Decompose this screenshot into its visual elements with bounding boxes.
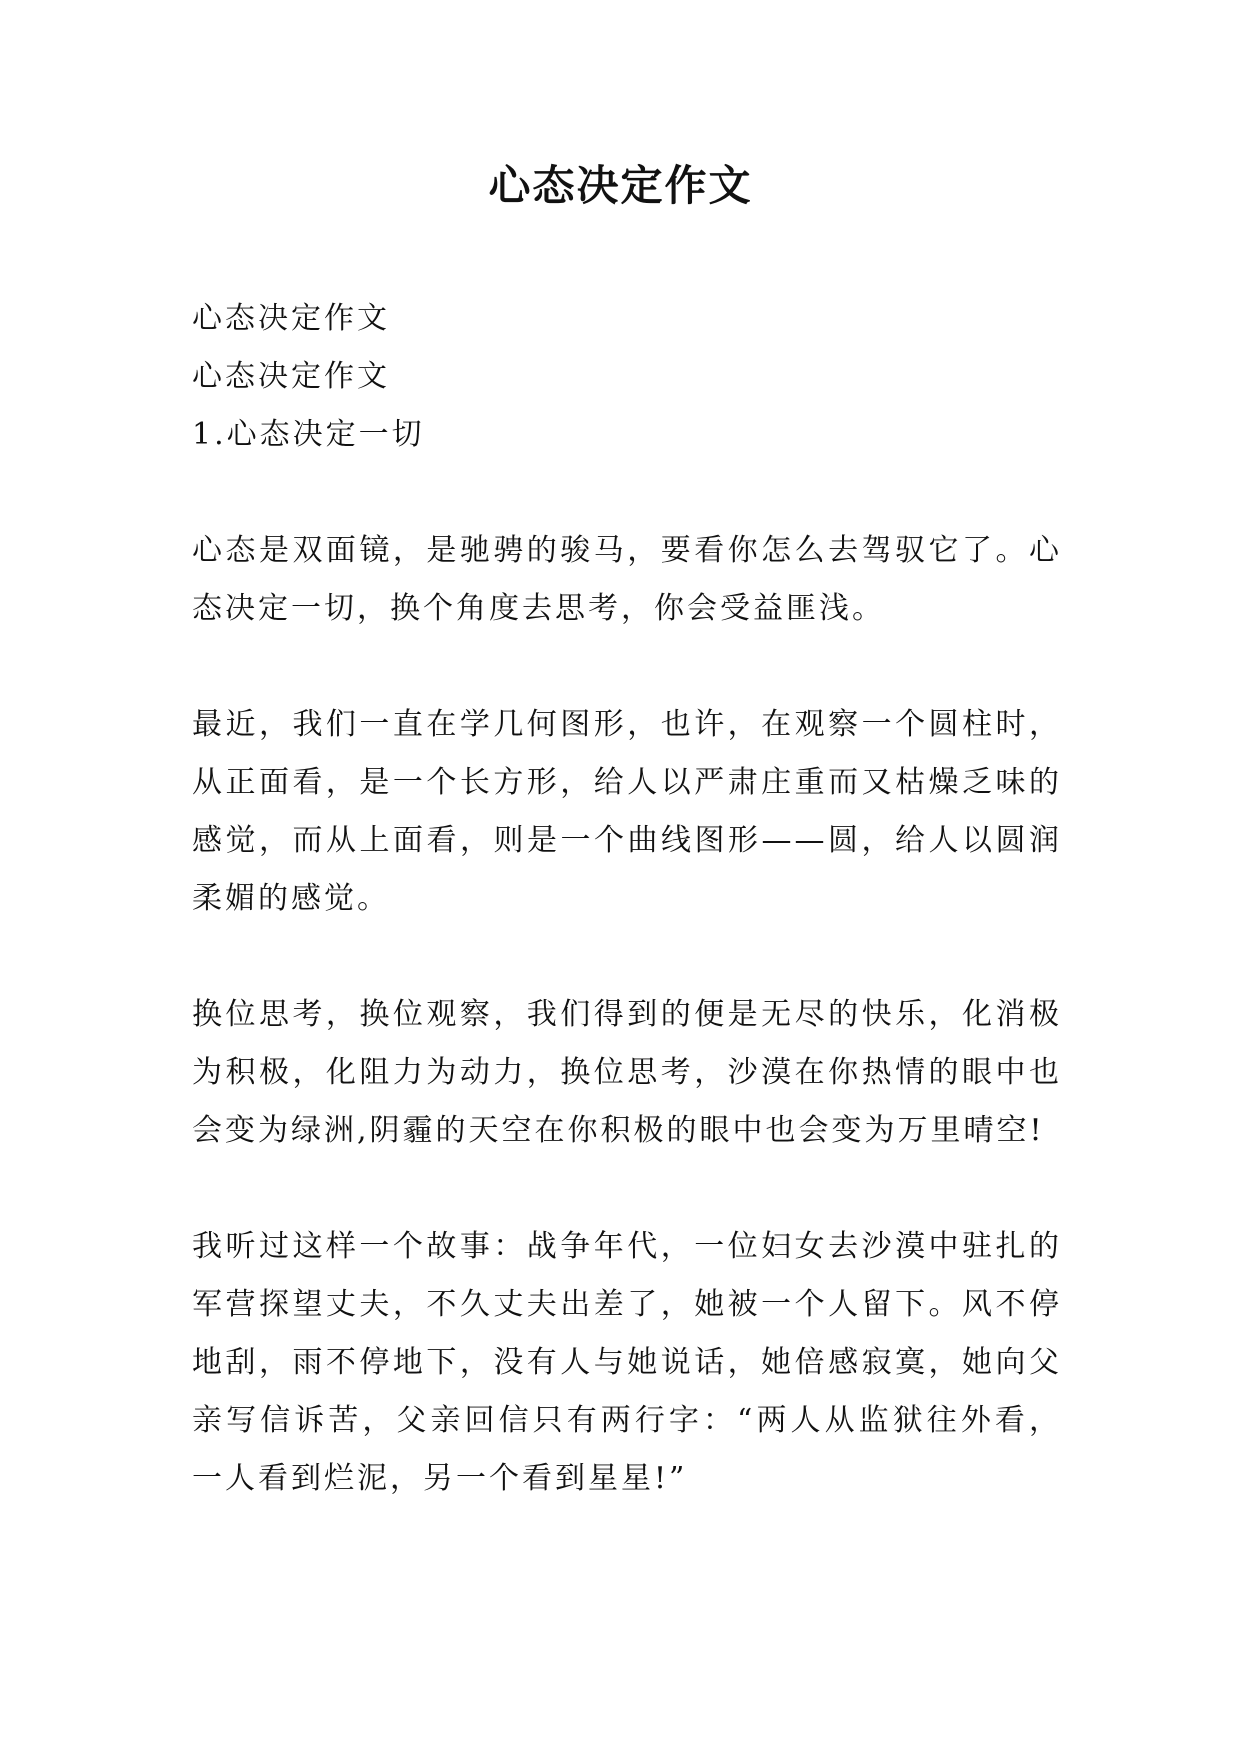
paragraph-2: 最近，我们一直在学几何图形，也许，在观察一个圆柱时，从正面看，是一个长方形，给人以严肃庄重而又枯燥乏味的感觉，而从上面看，则是一个曲线图形——圆，给人以圆润柔媚的感觉。 [192,707,1062,916]
document-title: 心态决定作文 [488,161,753,210]
document-body [192,290,1062,1508]
section-heading: 1.心态决定一切 [192,417,425,452]
subheading-1: 心态决定作文 [192,301,390,336]
paragraph-4: 我听过这样一个故事：战争年代，一位妇女去沙漠中驻扎的军营探望丈夫，不久丈夫出差了，她被一个人留下。风不停地刮，雨不停地下，没有人与她说话，她倍感寂寞，她向父亲写信诉苦，父亲回信只有两行字：“两人从监狱往外看，一人看到烂泥，另一个看到星星!” [192,1229,1062,1496]
paragraph-1: 心态是双面镜，是驰骋的骏马，要看你怎么去驾驭它了。心态决定一切，换个角度去思考，你会受益匪浅。 [192,533,1062,626]
subheading-2: 心态决定作文 [192,359,390,394]
heading-block [192,290,1062,464]
paragraph-3: 换位思考，换位观察，我们得到的便是无尽的快乐，化消极为积极，化阻力为动力，换位思考，沙漠在你热情的眼中也会变为绿洲,阴霾的天空在你积极的眼中也会变为万里晴空! [192,997,1062,1148]
